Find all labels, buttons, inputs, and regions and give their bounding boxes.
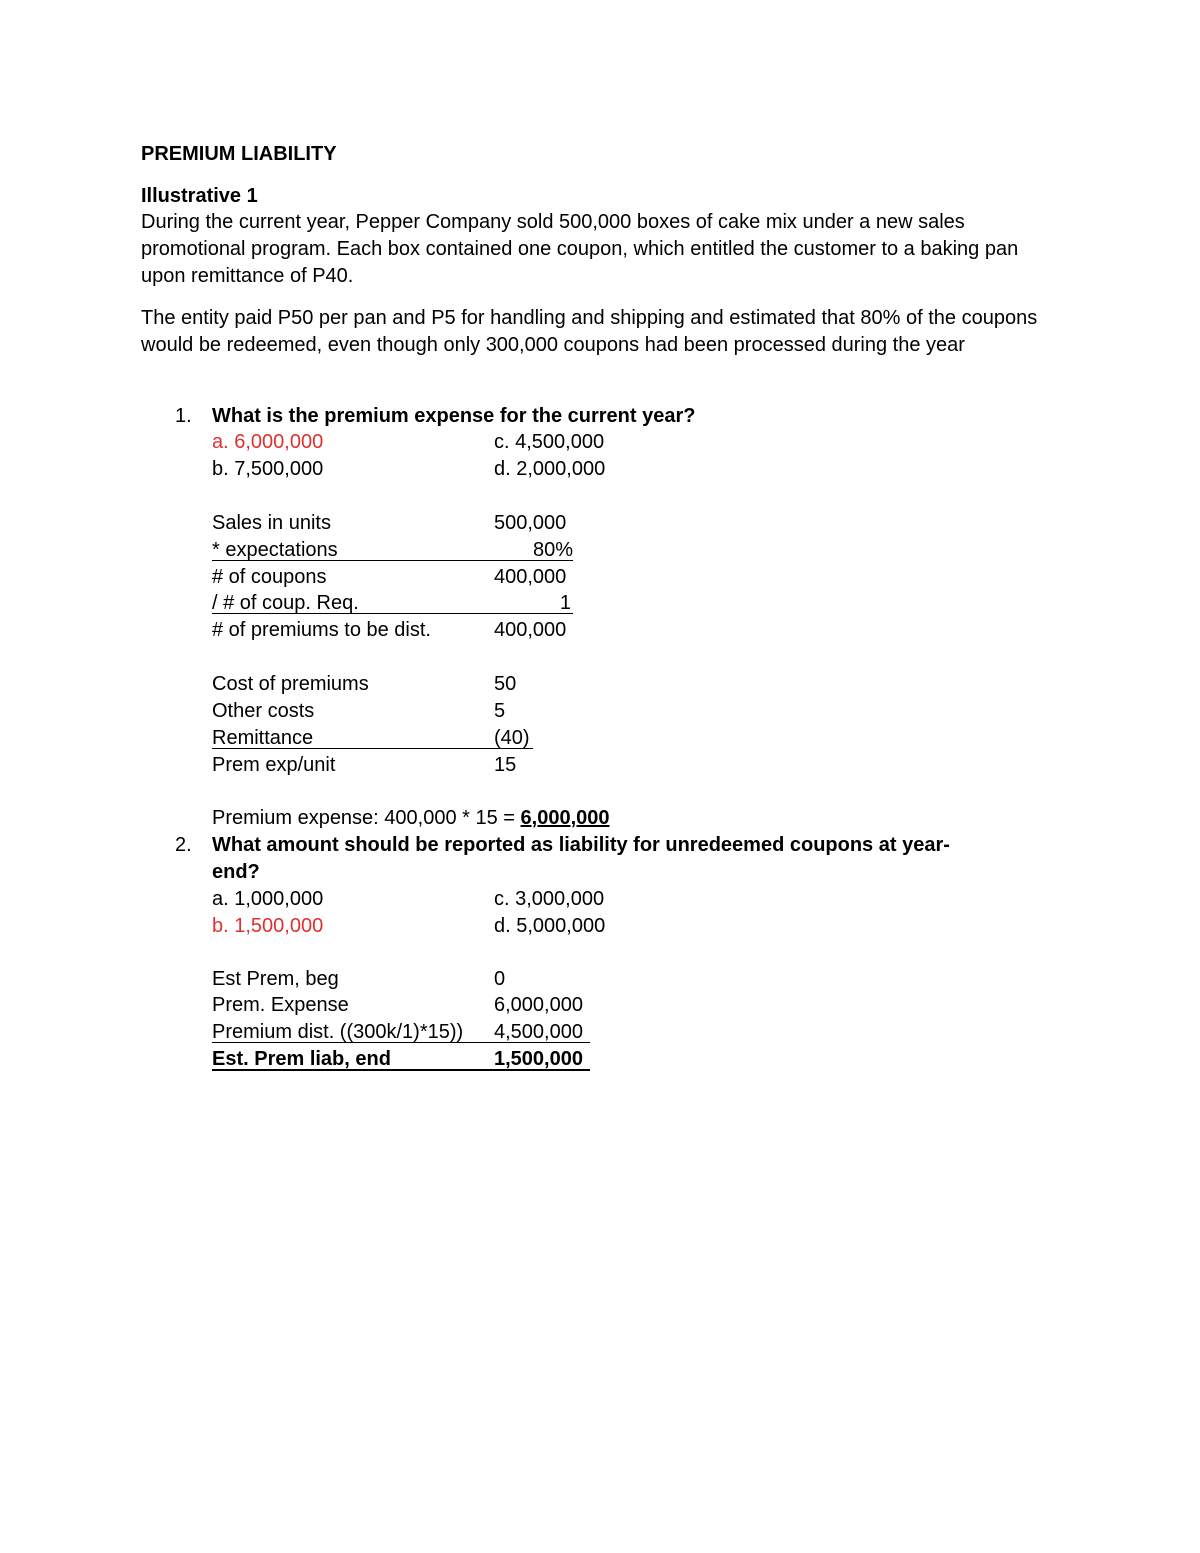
table1-value: 400,000 (494, 566, 567, 588)
q1-choice-c: c. 4,500,000 (494, 431, 605, 453)
table1-label: / # of coup. Req. (212, 592, 359, 614)
table2-label: Other costs (212, 700, 315, 722)
table1-value: 500,000 (494, 512, 567, 534)
table2-label: Cost of premiums (212, 673, 369, 695)
q2-choice-d: d. 5,000,000 (494, 915, 606, 937)
q2-question-line1: What amount should be reported as liability for unredeemed coupons at year- (212, 834, 950, 856)
underline (212, 560, 573, 561)
underline (212, 748, 533, 749)
q2-table-label: Est Prem, beg (212, 968, 339, 990)
underline (212, 613, 573, 614)
underline (212, 1042, 590, 1043)
q1-choice-b: b. 7,500,000 (212, 458, 324, 480)
table1-value: 80% (532, 539, 573, 561)
q2-number: 2. (175, 834, 192, 856)
q2-question-line2: end? (212, 861, 260, 883)
q1-result-value: 6,000,000 (520, 807, 610, 829)
document-title: PREMIUM LIABILITY (141, 143, 337, 165)
q1-number: 1. (175, 405, 192, 427)
q2-table-label: Premium dist. ((300k/1)*15)) (212, 1021, 464, 1043)
q1-choice-d: d. 2,000,000 (494, 458, 606, 480)
table1-label: Sales in units (212, 512, 331, 534)
q1-result (212, 806, 610, 830)
q2-table-value: 6,000,000 (494, 994, 583, 1016)
q2-table-value: 1,500,000 (494, 1048, 583, 1070)
table1-value: 400,000 (494, 619, 567, 641)
underline (212, 1069, 590, 1071)
illustrative-heading: Illustrative 1 (141, 185, 258, 207)
table1-value: 1 (559, 592, 571, 614)
table2-label: Remittance (212, 727, 314, 749)
table2-value: (40) (494, 727, 530, 749)
q2-choice-b: b. 1,500,000 (212, 915, 324, 937)
table2-value: 15 (494, 754, 517, 776)
table2-label: Prem exp/unit (212, 754, 336, 776)
q1-question: What is the premium expense for the current year? (212, 405, 696, 427)
q2-table-value: 0 (494, 968, 506, 990)
problem-paragraph-2: The entity paid P50 per pan and P5 for handling and shipping and estimated that 80% of the coupons would be redeemed, even though only 300,000 coupons had been processed during the year (141, 307, 1038, 356)
q2-table-value: 4,500,000 (494, 1021, 583, 1043)
table1-label: * expectations (212, 539, 338, 561)
q1-result-prefix: Premium expense: 400,000 * 15 = (212, 807, 521, 829)
q2-table-label: Prem. Expense (212, 994, 349, 1016)
table1-label: # of coupons (212, 566, 327, 588)
problem-paragraph-1: During the current year, Pepper Company sold 500,000 boxes of cake mix under a new sales promotional program. Each box contained one coupon, which entitled the customer to a baking pan upon remittance of P40. (141, 211, 1019, 287)
table1-label: # of premiums to be dist. (212, 619, 431, 641)
q2-choice-c: c. 3,000,000 (494, 888, 605, 910)
q1-choice-a: a. 6,000,000 (212, 431, 324, 453)
q2-table-label: Est. Prem liab, end (212, 1048, 391, 1070)
table2-value: 5 (494, 700, 506, 722)
q2-choice-a: a. 1,000,000 (212, 888, 324, 910)
table2-value: 50 (494, 673, 517, 695)
